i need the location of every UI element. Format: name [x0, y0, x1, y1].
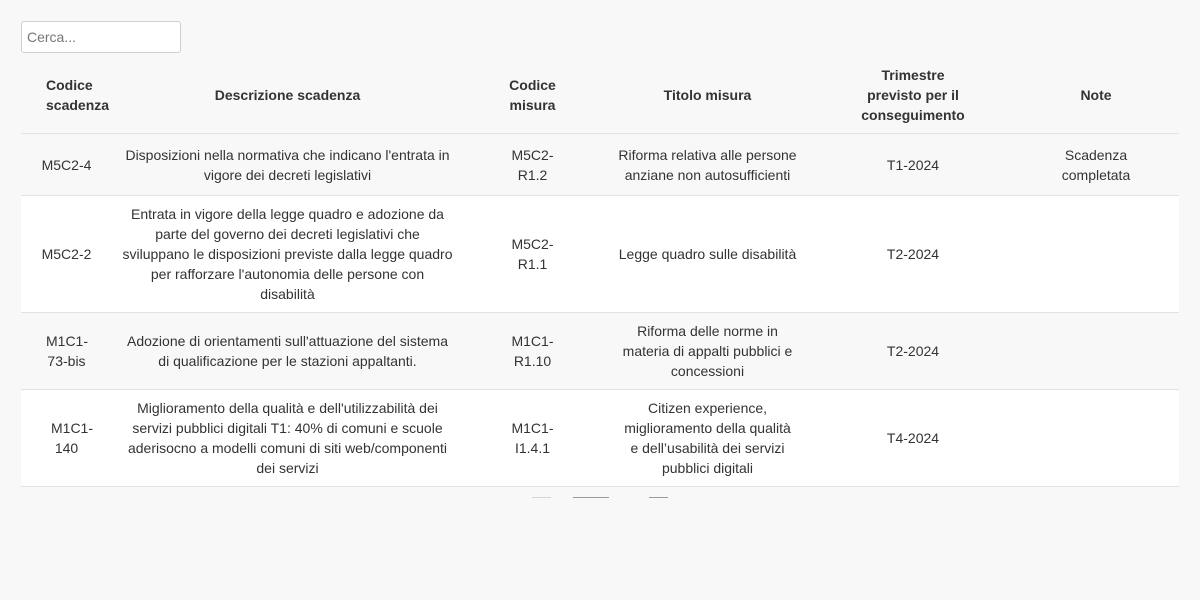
pagination-next-button[interactable] — [649, 497, 668, 498]
cell-code: M1C1-140 — [21, 390, 112, 487]
cell-quarter: T2-2024 — [813, 196, 1013, 313]
header-quarter[interactable]: Trimestre previsto per il conseguimento — [861, 67, 965, 123]
cell-measure-code: M5C2-R1.2 — [463, 134, 602, 196]
cell-description: Adozione di orientamenti sull'attuazione del sistema di qualificazione per le stazioni appaltanti. — [112, 313, 463, 390]
header-code[interactable]: Codice scadenza — [46, 77, 110, 113]
cell-code: M5C2-4 — [21, 134, 112, 196]
table-header — [21, 57, 1179, 134]
pagination — [0, 494, 1200, 504]
header-description[interactable]: Descrizione scadenza — [214, 87, 361, 103]
table-row — [21, 390, 1179, 487]
deadlines-table — [21, 57, 1179, 487]
search-input[interactable] — [21, 21, 181, 53]
cell-quarter: T4-2024 — [813, 390, 1013, 487]
cell-code: M5C2-2 — [21, 196, 112, 313]
cell-measure-title: Legge quadro sulle disabilità — [602, 196, 813, 313]
table-body — [21, 134, 1179, 487]
header-row — [21, 57, 1179, 134]
cell-measure-code: M1C1-I1.4.1 — [463, 390, 602, 487]
cell-description: Miglioramento della qualità e dell'utilizzabilità dei servizi pubblici digitali T1: 40% di comuni e scuole aderisocno a modelli comuni di siti web/componenti dei servizi — [112, 390, 463, 487]
table-row — [21, 134, 1179, 196]
header-notes[interactable]: Note — [1080, 87, 1112, 103]
cell-description: Entrata in vigore della legge quadro e adozione da parte del governo dei decreti legislativi che sviluppano le disposizioni previste dalla legge quadro per rafforzare l'autonomia delle persone con disabilità — [112, 196, 463, 313]
header-measure-title[interactable]: Titolo misura — [663, 87, 752, 103]
cell-description: Disposizioni nella normativa che indicano l'entrata in vigore dei decreti legislativi — [112, 134, 463, 196]
cell-quarter: T1-2024 — [813, 134, 1013, 196]
cell-notes — [1013, 196, 1179, 313]
table-row — [21, 196, 1179, 313]
search-box — [21, 21, 181, 53]
cell-notes — [1013, 313, 1179, 390]
deadlines-table-container — [21, 57, 1179, 487]
pagination-previous-button[interactable] — [532, 497, 551, 498]
cell-code: M1C1-73-bis — [21, 313, 112, 390]
pagination-page-button[interactable] — [573, 497, 609, 498]
cell-measure-code: M5C2-R1.1 — [463, 196, 602, 313]
header-measure-code[interactable]: Codice misura — [509, 77, 556, 113]
cell-notes: Scadenza completata — [1013, 134, 1179, 196]
cell-quarter: T2-2024 — [813, 313, 1013, 390]
cell-measure-title: Riforma delle norme in materia di appalti pubblici e concessioni — [602, 313, 813, 390]
cell-measure-code: M1C1-R1.10 — [463, 313, 602, 390]
table-row — [21, 313, 1179, 390]
cell-notes — [1013, 390, 1179, 487]
cell-measure-title: Citizen experience, miglioramento della qualità e dell’usabilità dei servizi pubblici digitali — [602, 390, 813, 487]
cell-measure-title: Riforma relativa alle persone anziane non autosufficienti — [602, 134, 813, 196]
